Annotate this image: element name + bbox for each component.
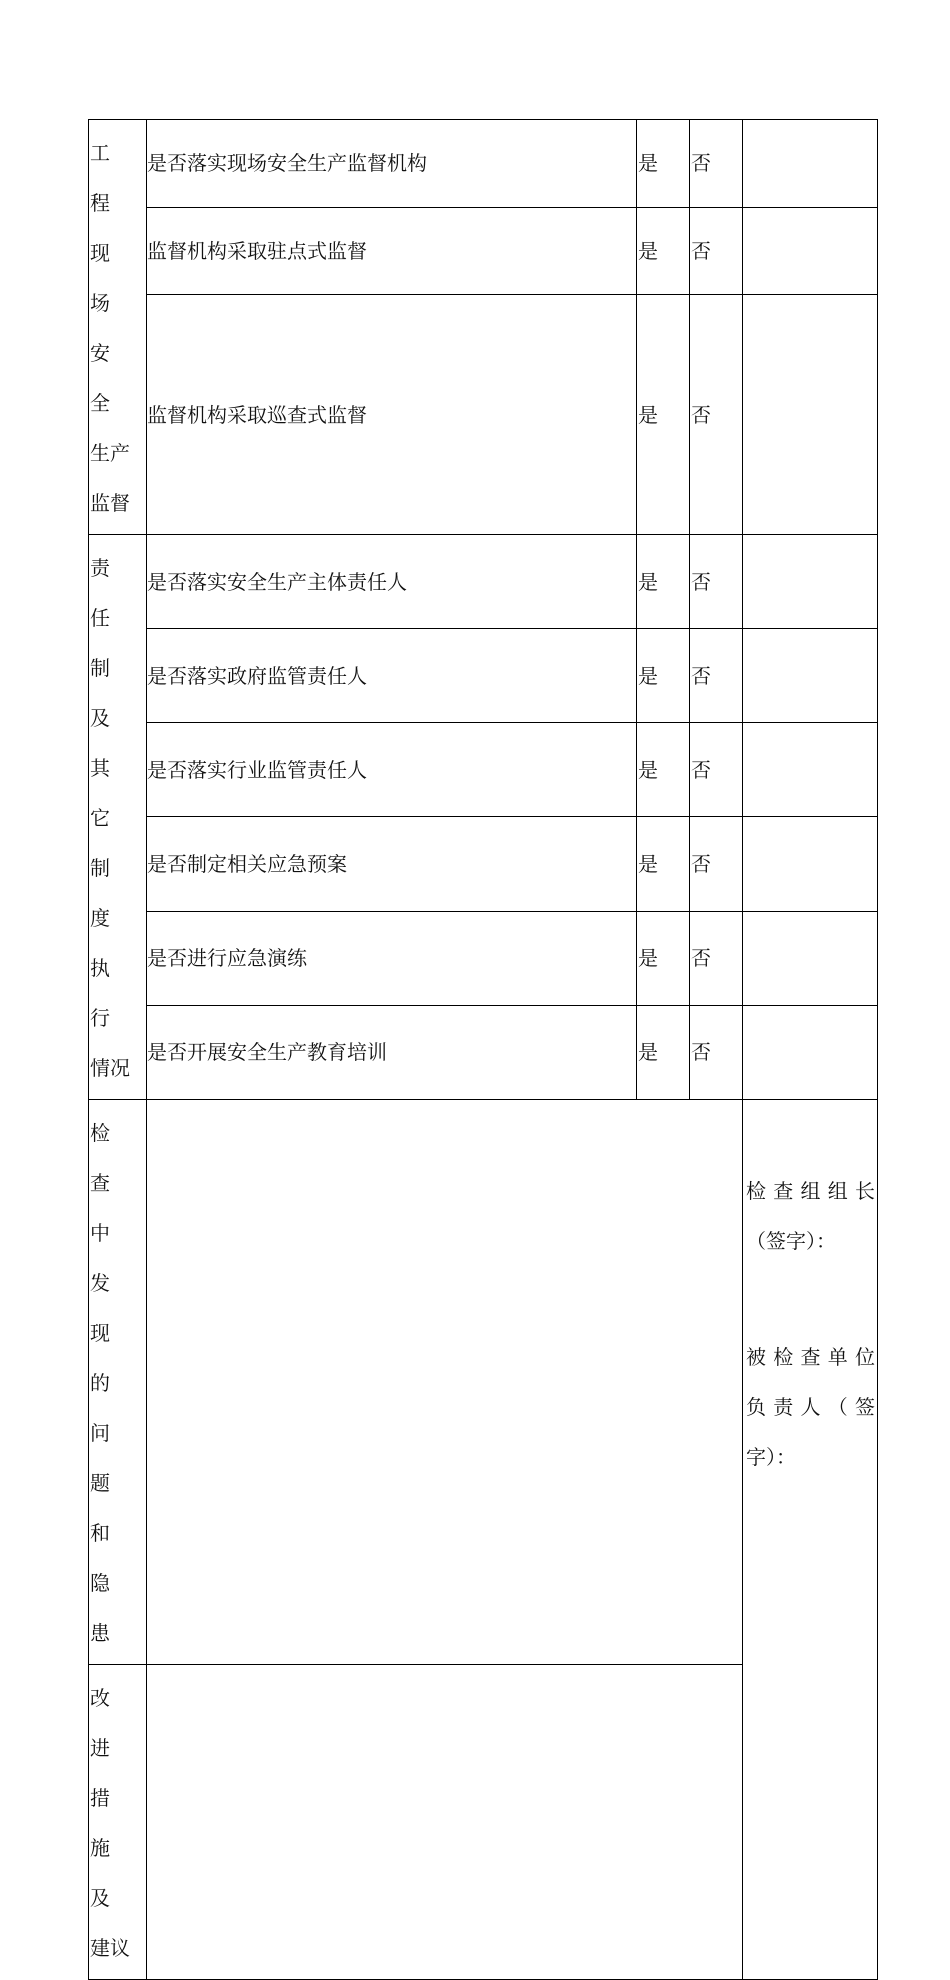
remark-cell[interactable] xyxy=(743,1005,878,1099)
remark-cell[interactable] xyxy=(743,207,878,295)
yes-option[interactable]: 是 xyxy=(637,629,690,723)
table-row xyxy=(89,723,878,817)
yes-option[interactable]: 是 xyxy=(637,1005,690,1099)
yes-option[interactable]: 是 xyxy=(637,120,690,208)
section-title-responsibility: 责 任 制 及 其 它 制 度 执 行 情况 xyxy=(89,535,147,1100)
check-item: 是否开展安全生产教育培训 xyxy=(147,1005,637,1099)
section-title-site-supervision: 工 程 现 场 安 全 生产 监督 xyxy=(89,120,147,535)
remark-cell[interactable] xyxy=(743,295,878,535)
no-option[interactable]: 否 xyxy=(690,207,743,295)
check-item: 是否落实政府监管责任人 xyxy=(147,629,637,723)
check-item: 监督机构采取巡查式监督 xyxy=(147,295,637,535)
remark-cell[interactable] xyxy=(743,629,878,723)
no-option[interactable]: 否 xyxy=(690,120,743,208)
unit-signature-label-2: 负责人（签 xyxy=(746,1395,875,1419)
improvements-input-area[interactable] xyxy=(147,1665,743,1980)
signature-cell[interactable] xyxy=(743,1100,878,1980)
table-row xyxy=(89,629,878,723)
yes-option[interactable]: 是 xyxy=(637,817,690,911)
table-row xyxy=(89,817,878,911)
remark-cell[interactable] xyxy=(743,535,878,629)
no-option[interactable]: 否 xyxy=(690,817,743,911)
unit-signature-label-3: 字）： xyxy=(746,1445,796,1469)
leader-signature-label: 检查组组长 xyxy=(746,1179,875,1203)
no-option[interactable]: 否 xyxy=(690,295,743,535)
yes-option[interactable]: 是 xyxy=(637,295,690,535)
yes-option[interactable]: 是 xyxy=(637,723,690,817)
check-item: 是否落实现场安全生产监督机构 xyxy=(147,120,637,208)
table-row xyxy=(89,207,878,295)
table-row xyxy=(89,1005,878,1099)
table-row xyxy=(89,1100,878,1665)
no-option[interactable]: 否 xyxy=(690,629,743,723)
table-row xyxy=(89,535,878,629)
no-option[interactable]: 否 xyxy=(690,1005,743,1099)
findings-input-area[interactable] xyxy=(147,1100,743,1665)
section-title-improvements: 改 进 措 施 及 建议 xyxy=(89,1665,147,1980)
no-option[interactable]: 否 xyxy=(690,723,743,817)
check-item: 是否落实安全生产主体责任人 xyxy=(147,535,637,629)
unit-signature-label: 被检查单位 xyxy=(746,1345,875,1369)
yes-option[interactable]: 是 xyxy=(637,911,690,1005)
section-title-findings: 检 查 中 发 现 的 问 题 和 隐 患 xyxy=(89,1100,147,1665)
table-row xyxy=(89,295,878,535)
check-item: 监督机构采取驻点式监督 xyxy=(147,207,637,295)
yes-option[interactable]: 是 xyxy=(637,535,690,629)
remark-cell[interactable] xyxy=(743,817,878,911)
check-item: 是否落实行业监管责任人 xyxy=(147,723,637,817)
remark-cell[interactable] xyxy=(743,911,878,1005)
inspection-form-table xyxy=(88,119,878,1980)
table-row xyxy=(89,120,878,208)
check-item: 是否制定相关应急预案 xyxy=(147,817,637,911)
check-item: 是否进行应急演练 xyxy=(147,911,637,1005)
remark-cell[interactable] xyxy=(743,723,878,817)
yes-option[interactable]: 是 xyxy=(637,207,690,295)
remark-cell[interactable] xyxy=(743,120,878,208)
table-row xyxy=(89,911,878,1005)
no-option[interactable]: 否 xyxy=(690,911,743,1005)
no-option[interactable]: 否 xyxy=(690,535,743,629)
leader-signature-label-2: （签字）： xyxy=(746,1229,836,1253)
